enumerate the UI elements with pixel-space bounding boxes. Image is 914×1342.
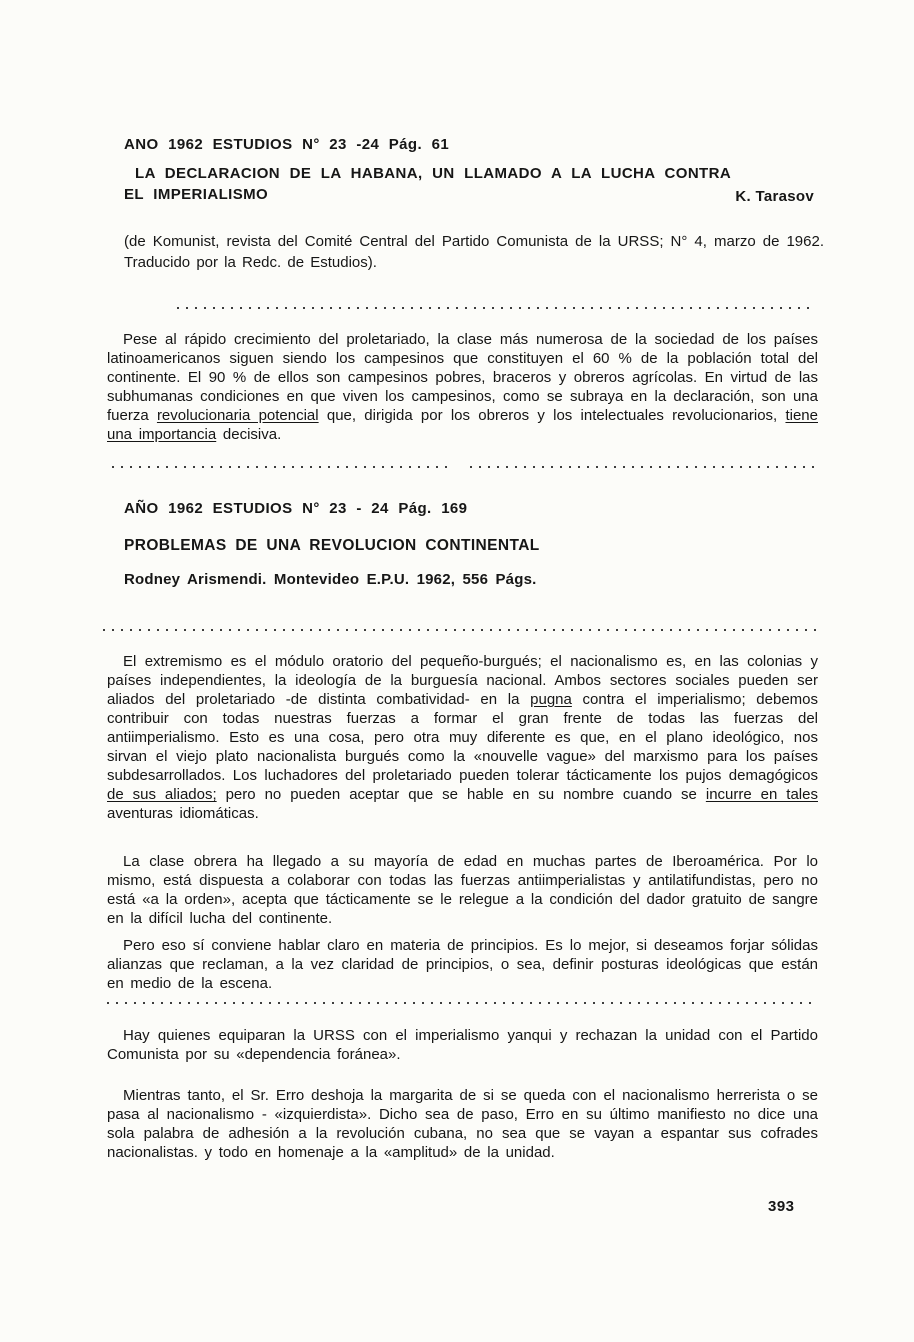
review-paragraph-2: La clase obrera ha llegado a su mayoría de edad en muchas partes de Iberoamérica. Por lo mismo, está dispuesta a colaborar con todas las fuerzas antiimperialistas y antilatifundistas, pero no está «a la orden», acepta que tácticamente se le relegue a la condición del dador gratuito de sangre en la difícil lucha del continente. [107,853,818,927]
dotted-separator-2-left [112,466,450,468]
article-title-line-1: LA DECLARACION DE LA HABANA, UN LLAMADO A LA LUCHA CONTRA [135,165,732,182]
abstract-paragraph: Pese al rápido crecimiento del proletariado, la clase más numerosa de la sociedad de los países latinoamericanos siguen siendo los campesinos que constituyen el 60 % de la población total del continente. El 90 % de ellos son campesinos pobres, braceros y obreros agrícolas. En virtud de las subhumanas condiciones en que viven los campesinos, como se subraya en la declaración, son una fuerza revolucionaria potencial que, dirigida por los obreros y los intelectuales revolucionarios, tiene una importancia decisiva. [107,331,818,443]
article-author: K. Tarasov [735,188,814,205]
review-paragraph-1: El extremismo es el módulo oratorio del pequeño-burgués; el nacionalismo es, en las colonias y países independientes, la ideología de la burguesía nacional. Ambos sectores sociales pueden ser aliados del proletariado -de distinta combatividad- en la pugna contra el imperialismo; debemos contribuir con todas nuestras fuerzas a formar el gran frente de todas las fuerzas del antiimperialismo. Esto es una cosa, pero otra muy diferente es que, en el plano ideológico, nos sirvan el viejo plato nacionalista burgués como la «nouvelle vague» del marxismo para los países subdesarrollados. Los luchadores del proletariado pueden tolerar tácticamente los pujos demagógicos de sus aliados; pero no pueden aceptar que se hable en su nombre cuando se incurre en tales aventuras idiomáticas. [107,653,818,822]
dotted-separator-1 [177,307,816,309]
journal-ref-header-2: AÑO 1962 ESTUDIOS N° 23 - 24 Pág. 169 [124,500,468,517]
review-paragraph-3: Pero eso sí conviene hablar claro en materia de principios. Es lo mejor, si deseamos forjar sólidas alianzas que reclaman, a la vez claridad de principios, o sea, definir posturas ideológicas que están en medio de la escena. [107,937,818,992]
review-paragraph-4: Hay quienes equiparan la URSS con el imperialismo yanqui y rechazan la unidad con el Partido Comunista por su «dependencia foránea». [107,1027,818,1063]
book-title: PROBLEMAS DE UNA REVOLUCION CONTINENTAL [124,537,540,554]
book-byline: Rodney Arismendi. Montevideo E.P.U. 1962, 556 Págs. [124,571,537,588]
journal-ref-header-1: ANO 1962 ESTUDIOS N° 23 -24 Pág. 61 [124,136,450,153]
separator-gap [450,466,470,468]
article-title-line-2: EL IMPERIALISMO [124,186,269,203]
dotted-separator-2 [112,466,818,468]
page-number: 393 [768,1198,795,1215]
dotted-separator-2-right [470,466,818,468]
dotted-separator-3 [103,629,816,631]
article-title-block [107,163,818,205]
dotted-separator-4 [107,1002,818,1004]
source-note: (de Komunist, revista del Comité Central del Partido Comunista de la URSS; N° 4, marzo de 1962. Traducido por la Redc. de Estudios). [124,233,824,271]
review-paragraph-5: Mientras tanto, el Sr. Erro deshoja la margarita de si se queda con el nacionalismo herrerista o se pasa al nacionalismo - «izquierdista». Dicho sea de paso, Erro en su último manifiesto no dice una sola palabra de adhesión a la revolución cubana, no sea que se vayan a espantar sus cofrades nacionalistas. y todo en homenaje a la «amplitud» de la unidad. [107,1087,818,1161]
